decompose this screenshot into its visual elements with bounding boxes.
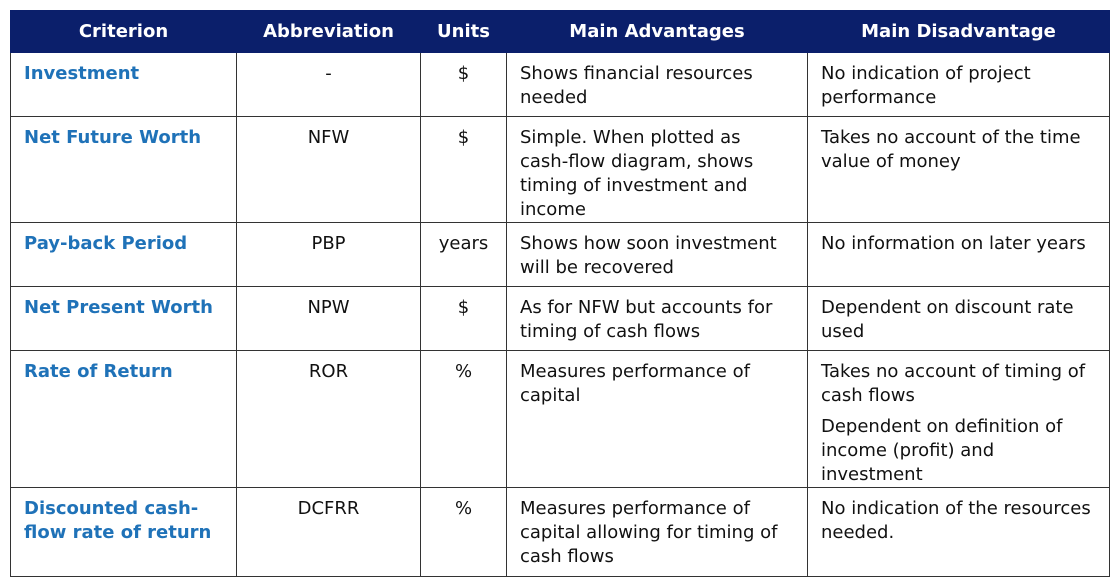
disadvantage-cell: Takes no account of the time value of money xyxy=(808,117,1110,223)
table-row xyxy=(11,488,1110,577)
criterion-cell: Rate of Return xyxy=(11,351,237,488)
disadvantage-text-secondary: Dependent on definition of income (profit) and investment xyxy=(821,416,1063,485)
criterion-cell: Net Present Worth xyxy=(11,287,237,351)
header-row xyxy=(11,11,1110,53)
abbreviation-cell: PBP xyxy=(237,223,421,287)
units-cell: $ xyxy=(421,53,507,117)
abbreviation-cell: NPW xyxy=(237,287,421,351)
table-row xyxy=(11,53,1110,117)
disadvantage-cell: No indication of the resources needed. xyxy=(808,488,1110,577)
disadvantage-cell xyxy=(808,351,1110,488)
units-cell: % xyxy=(421,351,507,488)
units-cell: $ xyxy=(421,117,507,223)
table-row xyxy=(11,287,1110,351)
criterion-cell: Discounted cash-flow rate of return xyxy=(11,488,237,577)
header-criterion: Criterion xyxy=(11,11,237,53)
units-cell: $ xyxy=(421,287,507,351)
table-row xyxy=(11,351,1110,488)
table-row xyxy=(11,223,1110,287)
abbreviation-cell: NFW xyxy=(237,117,421,223)
advantages-cell: Shows how soon investment will be recovered xyxy=(507,223,808,287)
evaluation-criteria-table xyxy=(10,10,1110,577)
disadvantage-text: Takes no account of timing of cash flows xyxy=(821,361,1086,406)
advantages-cell: Simple. When plotted as cash-flow diagram, shows timing of investment and income xyxy=(507,117,808,223)
disadvantage-cell: No information on later years xyxy=(808,223,1110,287)
units-cell: years xyxy=(421,223,507,287)
disadvantage-cell: Dependent on discount rate used xyxy=(808,287,1110,351)
table-row xyxy=(11,117,1110,223)
criterion-cell: Pay-back Period xyxy=(11,223,237,287)
disadvantage-cell: No indication of project performance xyxy=(808,53,1110,117)
advantages-cell: Measures performance of capital allowing for timing of cash flows xyxy=(507,488,808,577)
header-main-disadvantage: Main Disadvantage xyxy=(808,11,1110,53)
criterion-cell: Investment xyxy=(11,53,237,117)
criterion-cell: Net Future Worth xyxy=(11,117,237,223)
abbreviation-cell: - xyxy=(237,53,421,117)
header-abbreviation: Abbreviation xyxy=(237,11,421,53)
units-cell: % xyxy=(421,488,507,577)
abbreviation-cell: DCFRR xyxy=(237,488,421,577)
header-main-advantages: Main Advantages xyxy=(507,11,808,53)
abbreviation-cell: ROR xyxy=(237,351,421,488)
header-units: Units xyxy=(421,11,507,53)
advantages-cell: As for NFW but accounts for timing of cash flows xyxy=(507,287,808,351)
advantages-cell: Measures performance of capital xyxy=(507,351,808,488)
advantages-cell: Shows financial resources needed xyxy=(507,53,808,117)
